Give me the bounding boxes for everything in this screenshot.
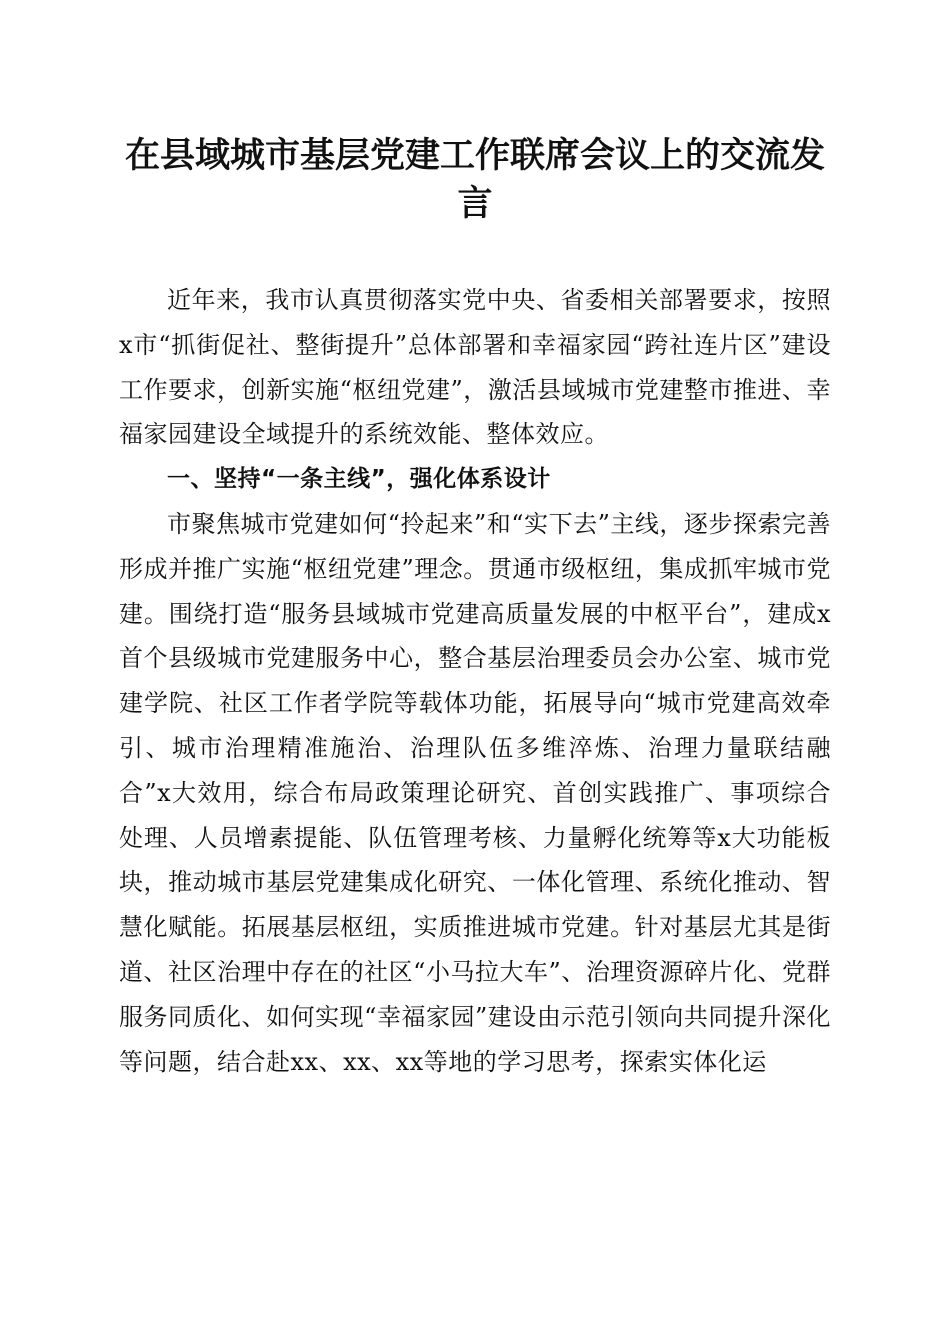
section-1-paragraph: 市聚焦城市党建如何“拎起来”和“实下去”主线，逐步探索完善形成并推广实施“枢纽党建”理念。贯通市级枢纽，集成抓牢城市党建。围绕打造“服务县域城市党建高质量发展的中枢平台”，建成x首个县级城市党建服务中心，整合基层治理委员会办公室、城市党建学院、社区工作者学院等载体功能，拓展导向“城市党建高效牵引、城市治理精准施治、治理队伍多维淬炼、治理力量联结融合”x大效用，综合布局政策理论研究、首创实践推广、事项综合处理、人员增素提能、队伍管理考核、力量孵化统筹等x大功能板块，推动城市基层党建集成化研究、一体化管理、系统化推动、智慧化赋能。拓展基层枢纽，实质推进城市党建。针对基层尤其是街道、社区治理中存在的社区“小马拉大车”、治理资源碎片化、党群服务同质化、如何实现“幸福家园”建设由示范引领向共同提升深化等问题，结合赴xx、xx、xx等地的学习思考，探索实体化运 — [119, 509, 831, 1076]
intro-paragraph: 近年来，我市认真贯彻落实党中央、省委相关部署要求，按照x市“抓街促社、整街提升”总体部署和幸福家园“跨社连片区”建设工作要求，创新实施“枢纽党建”，激活县域城市党建整市推进、幸福家园建设全域提升的系统效能、整体效应。 — [119, 286, 831, 449]
section-1-heading: 一、坚持“一条主线”，强化体系设计 — [167, 466, 551, 493]
document-body — [119, 278, 831, 1084]
page-title: 在县域城市基层党建工作联席会议上的交流发言 — [124, 135, 825, 224]
